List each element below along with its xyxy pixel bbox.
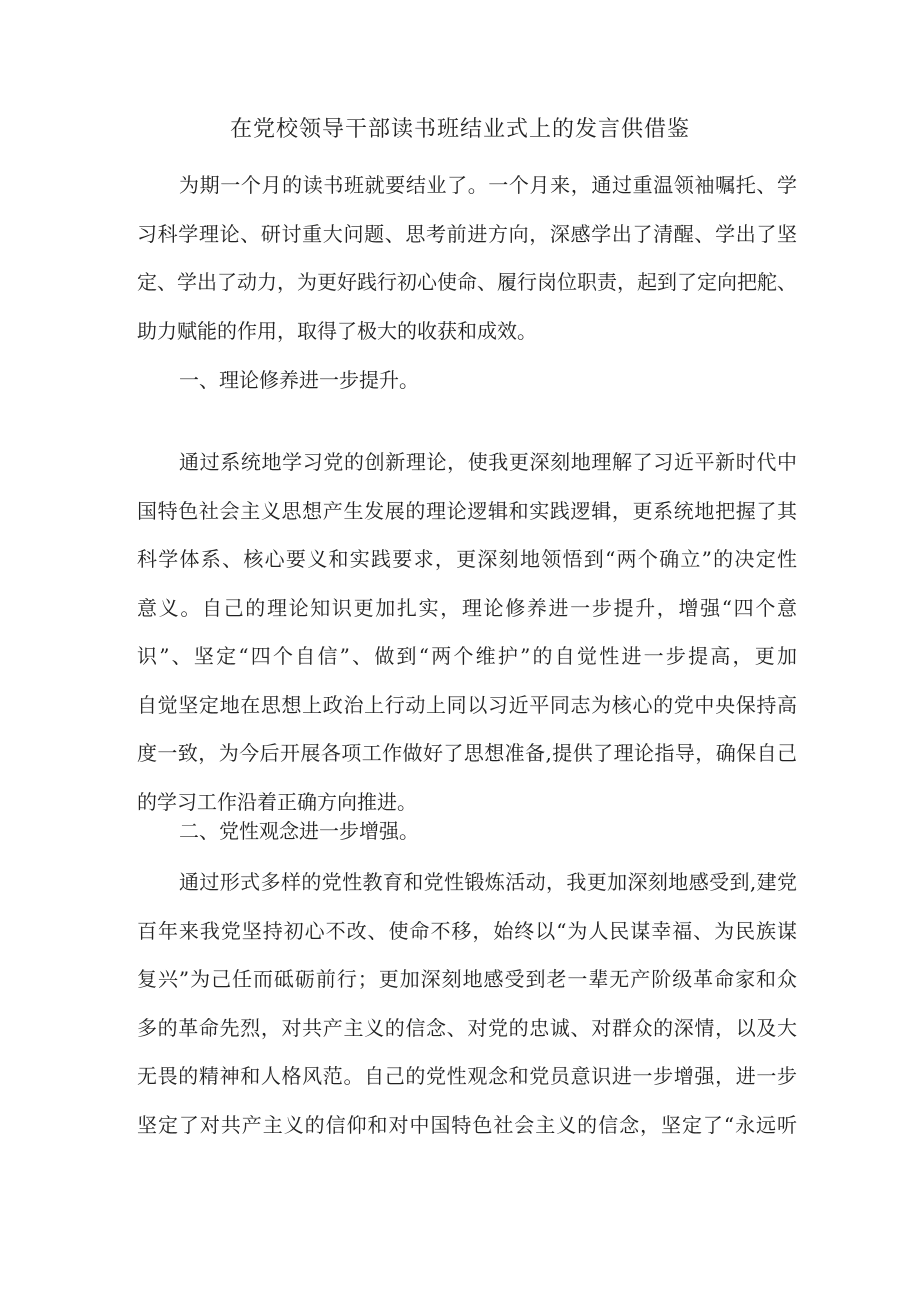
section1-line: 度一致，为今后开展各项工作做好了思想准备,提供了理论指导，确保自己 xyxy=(137,741,797,765)
intro-paragraph xyxy=(137,161,797,355)
section2-line: 坚定了对共产主义的信仰和对中国特色社会主义的信念，坚定了“永远听 xyxy=(137,1112,797,1137)
section2-line: 多的革命先烈，对共产主义的信念、对党的忠诚、对群众的深情，以及大 xyxy=(137,1015,797,1040)
section2-line: 复兴”为己任而砥砺前行；更加深刻地感受到老一辈无产阶级革命家和众 xyxy=(137,967,797,991)
section1-line: 自觉坚定地在思想上政治上行动上同以习近平同志为核心的党中央保持高 xyxy=(137,692,797,717)
intro-line: 为期一个月的读书班就要结业了。一个月来，通过重温领袖嘱托、学 xyxy=(179,173,797,197)
section1-heading: 一、理论修养进一步提升。 xyxy=(179,368,419,392)
section1-line: 科学体系、核心要义和实践要求，更深刻地领悟到“两个确立”的决定性 xyxy=(137,547,797,571)
section1-line: 识”、坚定“四个自信”、做到“两个维护”的自觉性进一步提高，更加 xyxy=(137,644,797,668)
document-title: 在党校领导干部读书班结业式上的发言供借鉴 xyxy=(229,117,690,142)
intro-line: 助力赋能的作用，取得了极大的收获和成效。 xyxy=(137,318,537,343)
section1-line: 的学习工作沿着正确方向推进。 xyxy=(137,789,417,814)
section1-line: 意义。自己的理论知识更加扎实，理论修养进一步提升，增强“四个意 xyxy=(137,595,797,620)
section2-line: 百年来我党坚持初心不改、使命不移，始终以“为人民谋幸福、为民族谋 xyxy=(137,918,797,943)
section1-paragraph xyxy=(137,438,797,826)
section1-line: 通过系统地学习党的创新理论，使我更深刻地理解了习近平新时代中 xyxy=(179,450,797,474)
section2-line: 通过形式多样的党性教育和党性锻炼活动，我更加深刻地感受到,建党 xyxy=(179,870,797,894)
section2-line: 无畏的精神和人格风范。自己的党性观念和党员意识进一步增强，进一步 xyxy=(137,1064,797,1088)
intro-line: 习科学理论、研讨重大问题、思考前进方向，深感学出了清醒、学出了坚 xyxy=(137,221,797,246)
section2-heading: 二、党性观念进一步增强。 xyxy=(179,819,419,843)
intro-line: 定、学出了动力，为更好践行初心使命、履行岗位职责，起到了定向把舵、 xyxy=(137,270,797,294)
section1-line: 国特色社会主义思想产生发展的理论逻辑和实践逻辑，更系统地把握了其 xyxy=(137,498,797,523)
section2-paragraph xyxy=(137,858,797,1149)
